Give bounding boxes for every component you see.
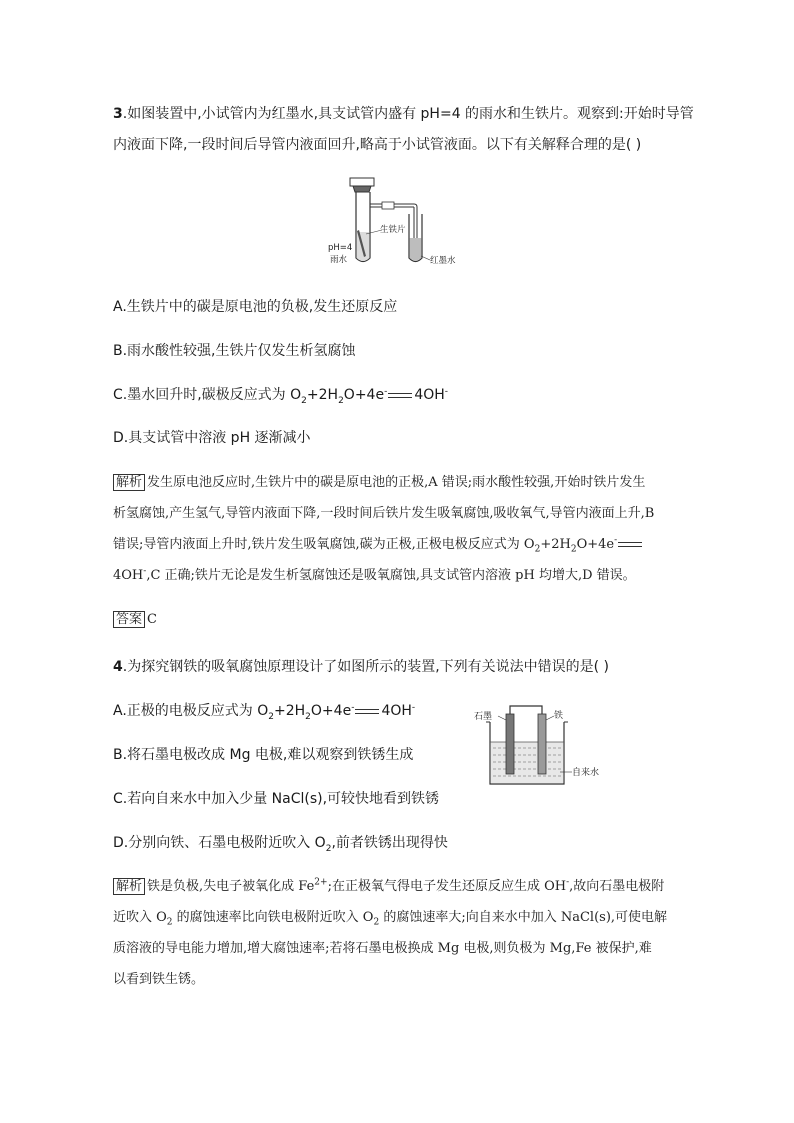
q4-option-c: C.若向自来水中加入少量 NaCl(s),可较快地看到铁锈: [113, 791, 440, 807]
answer-value: C: [147, 612, 157, 627]
label-red-ink: 红墨水: [430, 256, 456, 266]
q3-option-d: D.具支试管中溶液 pH 逐渐减小: [113, 430, 311, 446]
q3-line2: 内液面下降,一段时间后导管内液面回升,略高于小试管液面。以下有关解释合理的是( ): [113, 137, 642, 153]
q3-analysis-line1: 解析 发生原电池反应时,生铁片中的碳是原电池的正极,A 错误;雨水酸性较强,开始时铁片发生: [113, 474, 645, 492]
q3-line1: [113, 104, 694, 124]
equals-sign: [618, 542, 642, 547]
q3-option-c: C.墨水回升时,碳极反应式为 $O_2+2H_2O+4e^-$ 4OH-: [113, 386, 449, 406]
answer-tag: 答案: [113, 611, 145, 628]
label-graphite: 石墨: [474, 712, 493, 722]
analysis-tag: 解析: [113, 474, 145, 491]
q4-analysis-line1: 解析 铁是负极,失电子被氧化成 $Fe^{2+}$;在正极氧气得电子发生还原反应生成 OH-,故向石墨电极附: [113, 878, 664, 896]
q3-answer: [113, 611, 157, 629]
q3-option-a: A.生铁片中的碳是原电池的负极,发生还原反应: [113, 299, 398, 315]
q4-analysis-line3: 质溶液的导电能力增加,增大腐蚀速率;若将石墨电极换成 Mg 电极,则负极为 Mg,Fe 被保护,难: [113, 941, 652, 956]
q3-analysis-line3: 错误;导管内液面上升时,铁片发生吸氧腐蚀,碳为正极,正极电极反应式为 $O_2+2H_2O+4e^-$: [113, 536, 644, 554]
q4-option-a: A.正极的电极反应式为 $O_2+2H_2O+4e^-$ 4OH-: [113, 702, 416, 722]
equals-sign: [388, 393, 412, 398]
equals-sign: [355, 709, 379, 714]
analysis-tag: 解析: [113, 878, 145, 895]
q3-apparatus-figure: [320, 172, 470, 272]
q3-analysis-line4: 4OH-,C 正确;铁片无论是发生析氢腐蚀还是吸氧腐蚀,具支试管内溶液 pH 均增大,D 错误。: [113, 566, 636, 583]
q3-stem-1: .如图装置中,小试管内为红墨水,具支试管内盛有 pH=4 的雨水和生铁片。观察到:开始时导管: [122, 106, 694, 122]
label-rain-water: 雨水: [330, 255, 348, 265]
label-ph: pH=4: [328, 243, 353, 253]
q4-option-d: D.分别向铁、石墨电极附近吹入 $O_2$,前者铁锈出现得快: [113, 835, 448, 854]
label-iron: 铁: [554, 711, 564, 721]
q4-option-b: B.将石墨电极改成 Mg 电极,难以观察到铁锈生成: [113, 747, 414, 763]
q4-line1: 4.为探究钢铁的吸氧腐蚀原理设计了如图所示的装置,下列有关说法中错误的是( ): [113, 659, 610, 675]
q4-number: 4: [113, 659, 123, 675]
q4-analysis-line4: 以看到铁生锈。: [113, 972, 205, 987]
label-iron-sheet: 生铁片: [380, 225, 406, 235]
q3-number: 3: [113, 106, 123, 122]
q3-option-b: B.雨水酸性较强,生铁片仅发生析氢腐蚀: [113, 343, 356, 359]
label-tap-water: 自来水: [572, 768, 600, 778]
q4-beaker-figure: [470, 700, 610, 790]
q4-analysis-line2: 近吹入 $O_2$ 的腐蚀速率比向铁电极附近吹入 $O_2$ 的腐蚀速率大;向自来水中加入 NaCl(s),可使电解: [113, 910, 668, 928]
q3-analysis-line2: 析氢腐蚀,产生氢气,导管内液面下降,一段时间后铁片发生吸氧腐蚀,吸收氧气,导管内液面上升,B: [113, 506, 655, 521]
